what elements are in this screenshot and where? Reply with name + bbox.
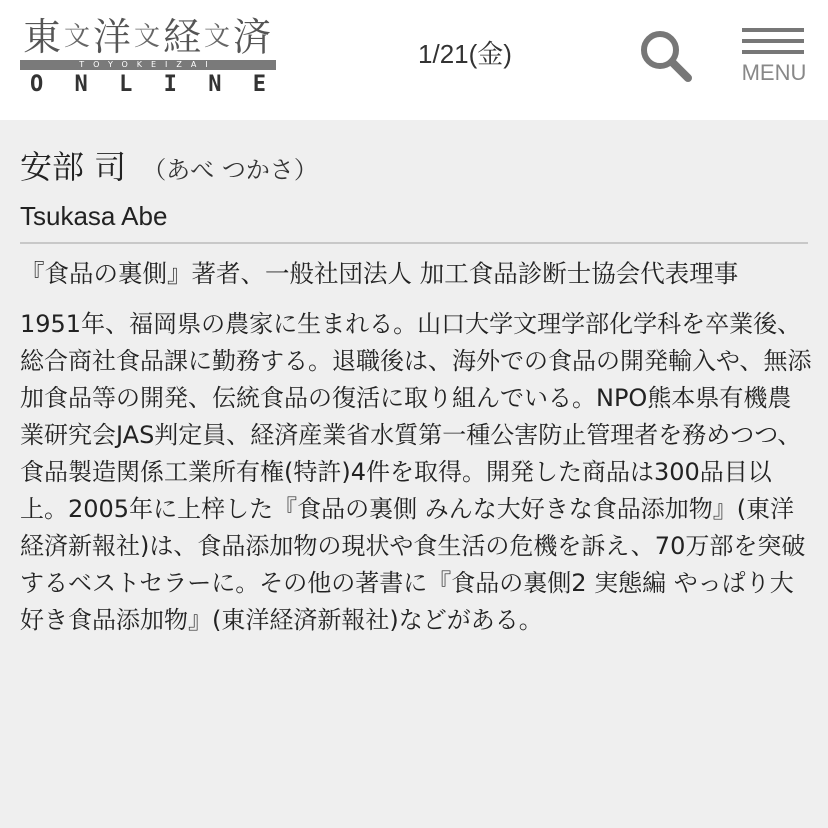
- logo-online-letter: E: [252, 72, 266, 97]
- author-roman-name: Tsukasa Abe: [20, 201, 168, 231]
- logo-online-letter: I: [163, 72, 177, 97]
- menu-button[interactable]: [738, 26, 810, 90]
- logo-online-text: [20, 72, 276, 98]
- author-name: 安部 司: [20, 148, 127, 186]
- logo-online-letter: N: [208, 72, 222, 97]
- person-figure-icon: ⽂: [204, 22, 231, 52]
- author-name-reading: （あべ つかさ）: [142, 156, 318, 184]
- logo-online-letter: N: [74, 72, 88, 97]
- divider: [20, 242, 808, 244]
- hamburger-icon: [742, 28, 804, 58]
- search-button[interactable]: [636, 26, 696, 86]
- logo-kanji-3: 経: [162, 15, 201, 59]
- author-title: 『食品の裏側』著者、一般社団法人 加工食品診断士協会代表理事: [20, 259, 739, 288]
- logo-band: [20, 60, 276, 70]
- search-icon: [636, 26, 696, 86]
- author-bio: 1951年、福岡県の農家に生まれる。山口大学文理学部化学科を卒業後、総合商社食品課に勤務する。退職後は、海外での食品の開発輸入や、無添加食品等の開発、伝統食品の復活に取り組んでいる。NPO熊本県有機農業研究会JAS判定員、経済産業省水質第一種公害防止管理者を務めつつ、食品製造関係工業所有権(特許)4件を取得。開発した商品は300品目以上。2005年に上梓した『食品の裏側 みんな大好きな食品添加物』(東洋経済新報社)は、食品添加物の現状や食生活の危機を訴え、70万部を突破するベストセラーに。その他の著書に『食品の裏側2 実態編 やっぱり大好き食品添加物』(東洋経済新報社)などがある。: [20, 310, 812, 634]
- logo-kanji: [20, 14, 276, 60]
- current-date: 1/21(金): [418, 39, 512, 69]
- logo-band-text: TOYOKEIZAI: [79, 60, 217, 69]
- logo-online-letter: O: [30, 72, 44, 97]
- author-profile: [20, 140, 810, 639]
- logo-online-letter: L: [119, 72, 133, 97]
- person-figure-icon: ⽂: [64, 22, 91, 52]
- logo-kanji-1: 東: [22, 15, 61, 59]
- logo-kanji-2: 洋: [92, 15, 131, 59]
- menu-label: MENU: [741, 60, 807, 85]
- person-figure-icon: ⽂: [134, 22, 161, 52]
- author-name-row: [20, 140, 810, 194]
- site-header: [0, 0, 828, 120]
- toyokeizai-online-logo[interactable]: [20, 14, 276, 98]
- logo-kanji-4: 済: [232, 15, 271, 59]
